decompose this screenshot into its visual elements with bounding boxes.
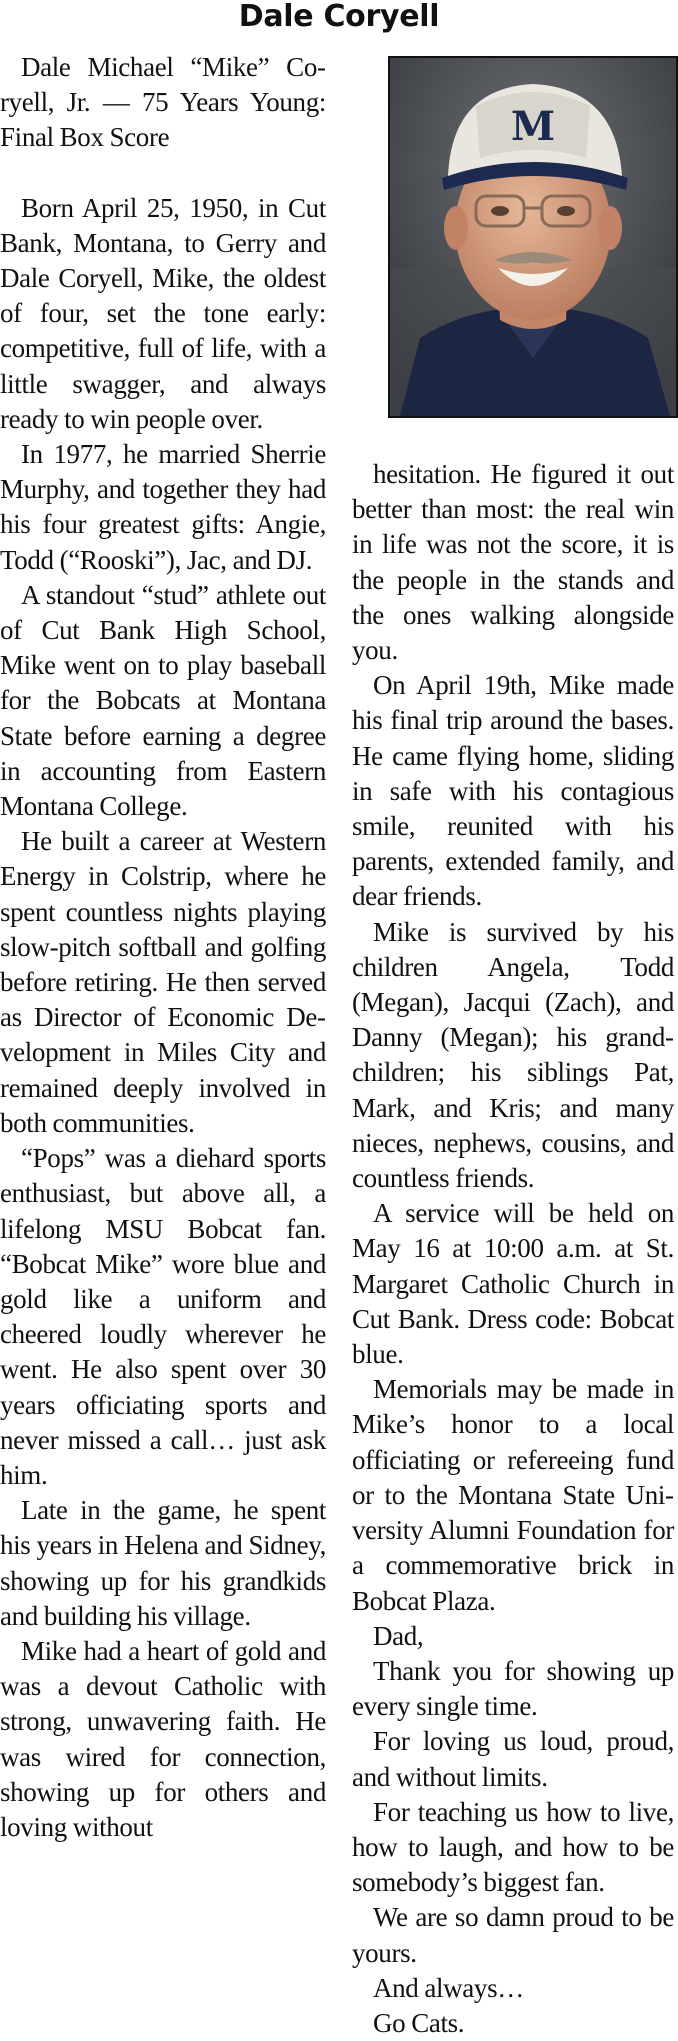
obituary-title: Dale Coryell xyxy=(238,0,440,34)
right-column xyxy=(352,457,674,2041)
right-paragraph: Mike is survived by his children Angela, Todd (Megan), Jacqui (Zach), and Danny (Megan); his grandchildren; his siblings Pat, Mark, and Kris; and many nieces, nephews, cousins, and countless friends. xyxy=(352,916,674,1194)
portrait-illustration xyxy=(390,58,676,416)
right-paragraph: Go Cats. xyxy=(373,2007,465,2038)
left-paragraph: Born April 25, 1950, in Cut Bank, Montana, to Gerry and Dale Coryell, Mike, the oldest of four, set the tone early: competitive, full of life, with a little swagger, and always ready to win people over. xyxy=(0,192,326,434)
right-paragraph: Memorials may be made in Mike’s honor to a local officiating or refereeing fund or to the Montana State University Alumni Foundation for a commemorative brick in Bobcat Plaza. xyxy=(352,1374,674,1616)
left-paragraph: “Pops” was a diehard sports enthusiast, but above all, a lifelong MSU Bobcat fan. “Bobcat Mike” wore blue and gold like a uniform and cheered loudly wherever he went. He also spent over 30 years officiating sports and never missed a call… just ask him. xyxy=(0,1143,326,1490)
right-paragraph: For loving us loud, proud, and without limits. xyxy=(352,1726,674,1792)
right-paragraph: And always… xyxy=(373,1972,524,2003)
right-paragraph: We are so damn proud to be yours. xyxy=(352,1902,674,1968)
left-paragraph: He built a career at Western Energy in Colstrip, where he spent countless nights playing slow-pitch softball and golfing before retiring. He then served as Director of Economic Development in Miles City and remained deeply involved in both communities. xyxy=(0,826,326,1138)
left-paragraph: In 1977, he married Sherrie Murphy, and together they had his four greatest gifts: Angie, Todd (“Rooski”), Jac, and DJ. xyxy=(0,439,326,575)
portrait-photo xyxy=(388,56,678,418)
left-paragraph: A standout “stud” athlete out of Cut Bank High School, Mike went on to play baseball for the Bobcats at Montana State before earning a degree in accounting from Eastern Montana College. xyxy=(0,579,326,822)
right-paragraph: hesitation. He figured it out better than most: the real win in life was not the score, it is the people in the stands and the ones walking alongside you. xyxy=(352,459,674,666)
cap-logo-letter: M xyxy=(510,103,556,150)
right-paragraph: Thank you for showing up every single time. xyxy=(352,1655,674,1722)
right-paragraph: For teaching us how to live, how to laugh, and how to be somebody’s biggest fan. xyxy=(352,1796,674,1898)
right-paragraph: A service will be held on May 16 at 10:00 a.m. at St. Margaret Catholic Church in Cut Bank. Dress code: Bobcat blue. xyxy=(352,1198,674,1370)
left-paragraph: Dale Michael “Mike” Coryell, Jr. — 75 Years Young: Final Box Score xyxy=(0,52,326,153)
left-paragraph: Mike had a heart of gold and was a devout Catholic with strong, unwavering faith. He was wired for connection, showing up for others and loving without xyxy=(0,1635,326,1842)
right-paragraph: Dad, xyxy=(373,1620,424,1651)
right-paragraph: On April 19th, Mike made his final trip around the bases. He came flying home, sliding in safe with his contagious smile, reunited with his parents, extended family, and dear friends. xyxy=(352,670,674,912)
left-column xyxy=(0,50,326,1845)
left-paragraph: Late in the game, he spent his years in Helena and Sidney, showing up for his grandkids and building his village. xyxy=(0,1495,326,1631)
